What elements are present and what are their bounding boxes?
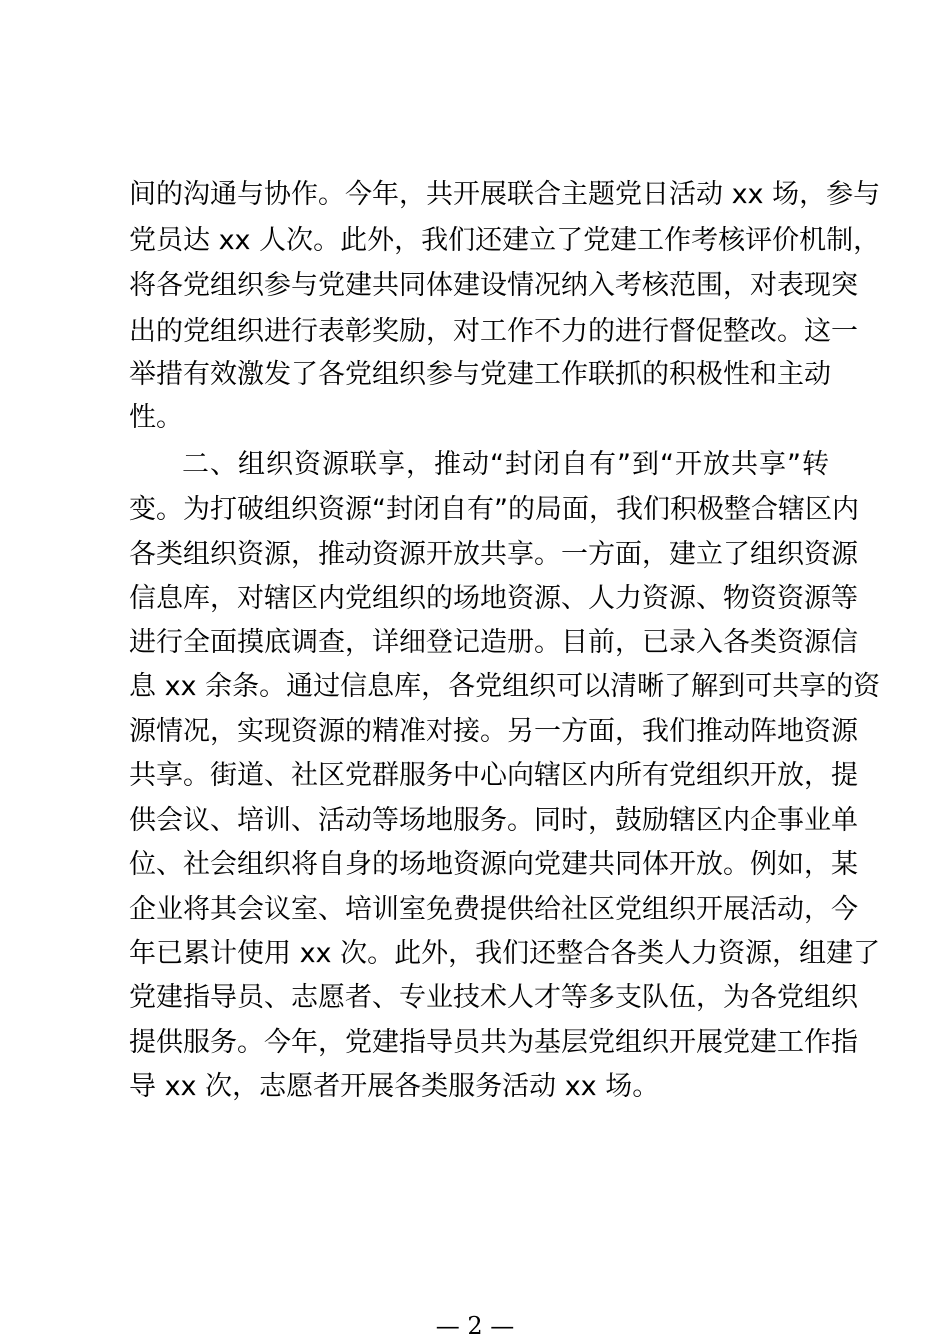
paragraph-2-line-7: 源情况，实现资源的精准对接。另一方面，我们推动阵地资源 [129,716,858,747]
paragraph-2-line-13: 党建指导员、志愿者、专业技术人才等多支队伍，为各党组织 [129,982,858,1013]
paragraph-1-line-2: 党员达 xx 人次。此外，我们还建立了党建工作考核评价机制， [129,225,881,256]
paragraph-2-line-3: 各类组织资源，推动资源开放共享。一方面，建立了组织资源 [129,539,858,570]
paragraph-1-line-4: 出的党组织进行表彰奖励，对工作不力的进行督促整改。这一 [129,316,858,347]
paragraph-1-line-3: 将各党组织参与党建共同体建设情况纳入考核范围，对表现突 [129,270,858,301]
paragraph-2-line-2: 变。为打破组织资源“封闭自有”的局面，我们积极整合辖区内 [129,494,859,525]
paragraph-2-heading-line: 二、组织资源联享，推动“封闭自有”到“开放共享”转 [182,449,829,480]
paragraph-1-line-5: 举措有效激发了各党组织参与党建工作联抓的积极性和主动 [129,359,831,390]
paragraph-2-line-11: 企业将其会议室、培训室免费提供给社区党组织开展活动，今 [129,894,858,925]
paragraph-1-line-1: 间的沟通与协作。今年，共开展联合主题党日活动 xx 场，参与 [129,179,881,210]
page-number: — 2 — [435,1312,515,1340]
paragraph-2-line-15: 导 xx 次，志愿者开展各类服务活动 xx 场。 [129,1071,660,1102]
paragraph-2-line-9: 供会议、培训、活动等场地服务。同时，鼓励辖区内企事业单 [129,805,858,836]
paragraph-2-line-5: 进行全面摸底调查，详细登记造册。目前，已录入各类资源信 [129,627,858,658]
paragraph-2-line-12: 年已累计使用 xx 次。此外，我们还整合各类人力资源，组建了 [129,938,881,969]
paragraph-2-line-10: 位、社会组织将自身的场地资源向党建共同体开放。例如，某 [129,849,858,880]
paragraph-2-line-4: 信息库，对辖区内党组织的场地资源、人力资源、物资资源等 [129,583,858,614]
paragraph-2-line-8: 共享。街道、社区党群服务中心向辖区内所有党组织开放，提 [129,760,858,791]
paragraph-1-line-6: 性。 [129,402,183,433]
paragraph-2-line-14: 提供服务。今年，党建指导员共为基层党组织开展党建工作指 [129,1027,858,1058]
paragraph-2-line-6: 息 xx 余条。通过信息库，各党组织可以清晰了解到可共享的资 [129,671,881,702]
